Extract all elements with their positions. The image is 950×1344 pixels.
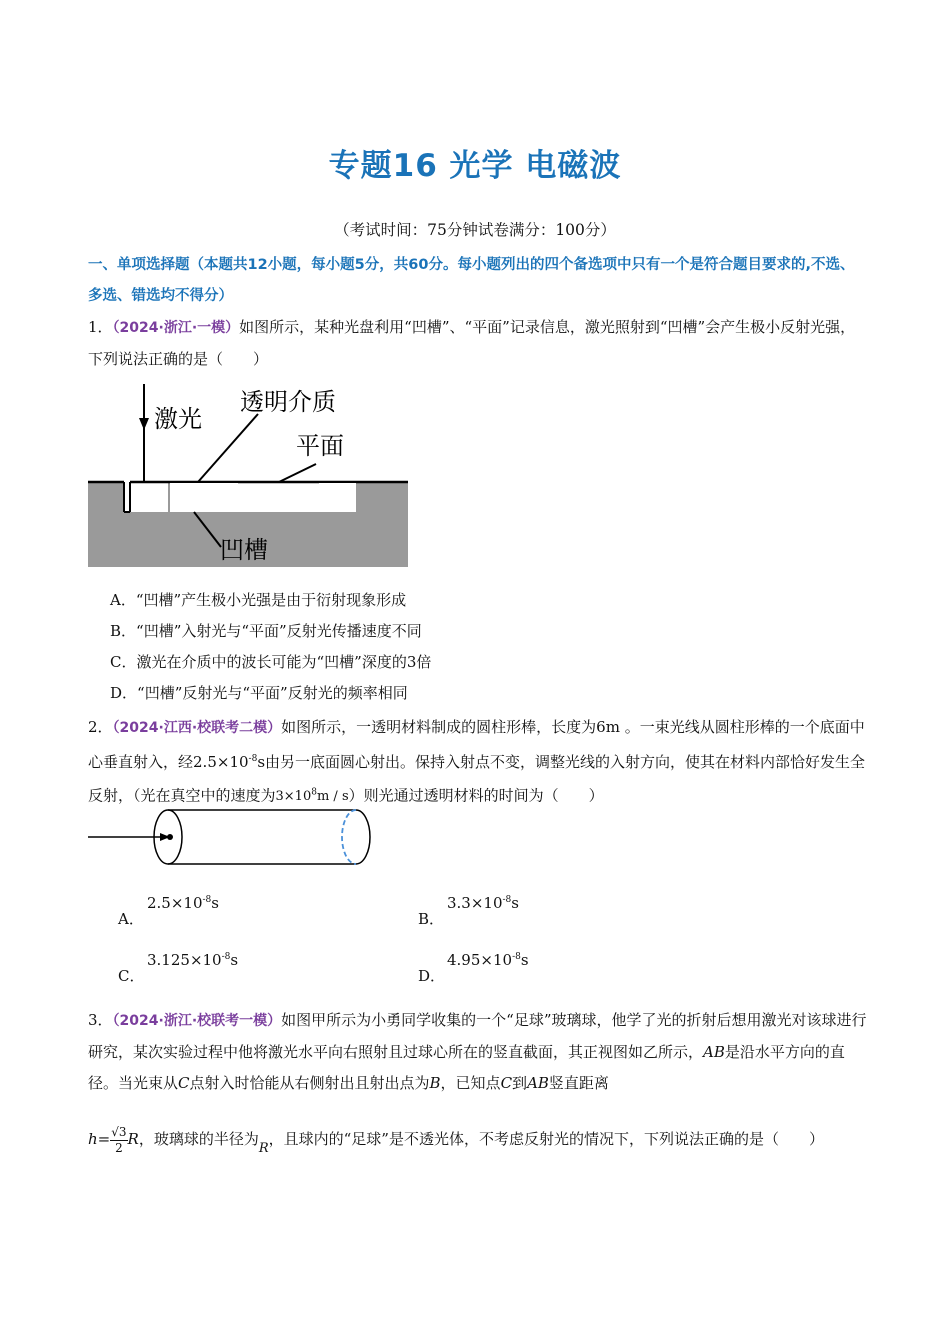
question-text: 如图甲所示为小勇同学收集的一个“足球”玻璃球，他学了光的折射后想用激光对该球进行研究，某次实验过程中他将激光水平向右照射且过球心所在的竖直截面，其正视图如乙所示， [88,1011,867,1061]
symbol-r: R [127,1130,139,1148]
question-text: 由另一底面圆心射出。保持入射点不变，调整光线的入射方向，使其在材料内部恰好发生全反射，（光在真空中的速度为 [88,753,866,805]
question-text: 是沿水平方向的直径。当光束从 [88,1043,845,1092]
question-text: ）则光通过透明材料的时间为（ ） [348,786,604,805]
question-source: （2024·浙江·校联考一模） [112,1013,282,1029]
question-2 [88,712,868,812]
label-medium: 透明介质 [240,388,336,416]
symbol-c: C [500,1074,513,1092]
label-plane: 平面 [296,432,344,460]
q2-option-b[interactable]: $3.3\times 10^{-8}s$ [447,894,519,912]
question-source: （2024·浙江·一模） [112,320,240,336]
question-3-continued [88,1124,868,1156]
leader-line [279,464,316,482]
question-number: 2． [88,718,113,736]
question-text: 竖直距离 [548,1074,609,1092]
leader-line [198,414,258,482]
question-number: 3． [88,1011,113,1029]
question-text: ，已知点 [440,1074,501,1092]
option-b[interactable]: B．“凹槽”入射光与“平面”反射光传播速度不同 [110,622,422,640]
cylinder-diagram [86,806,378,872]
question-number: 1． [88,318,113,336]
q2-option-d[interactable]: $4.95\times 10^{-8}s$ [447,951,529,969]
question-text: ，且球内的“足球”是不透光体，不考虑反射光的情况下，下列说法正确的是（ ） [268,1130,824,1148]
page-title: 专题16 光学 电磁波 [328,148,622,184]
q2-option-a-label: A． [118,910,144,928]
groove [319,483,356,512]
groove [170,483,238,512]
q2-option-b-label: B． [418,910,445,928]
symbol-b: B [429,1074,441,1092]
cylinder-hidden-edge [342,810,356,864]
q2-option-d-label: D． [418,967,446,985]
q2-option-c-label: C． [118,967,145,985]
symbol-ab: AB [527,1074,549,1092]
question-text: 如图所示，一透明材料制成的圆柱形棒，长度为6m 。一束光线从圆柱形棒的一个底面中心垂直射入，经 [88,718,865,771]
question-1 [88,312,868,375]
q2-option-c[interactable]: $3.125\times 10^{-8}s$ [147,951,239,969]
laser-arrow-icon [139,418,149,430]
symbol-h: h [88,1130,98,1148]
formula-time: $2.5\times 10^{-8}s$ [193,753,266,771]
cylinder-right-face [356,810,370,864]
exam-info: （考试时间：75分钟试卷满分：100分） [334,221,616,239]
q2-option-a[interactable]: $2.5\times 10^{-8}s$ [147,894,219,912]
question-text: 到 [512,1074,528,1092]
symbol-c: C [178,1074,190,1092]
label-groove: 凹槽 [220,536,268,564]
optical-disc-diagram [86,382,416,572]
symbol-r: R [258,1141,269,1156]
entry-point [167,834,173,840]
question-text: 如图所示，某种光盘利用“凹槽”、“平面”记录信息，激光照射到“凹槽”会产生极小反射光强，下列说法正确的是（ ） [88,318,856,368]
question-text: 点射入时恰能从右侧射出且射出点为 [189,1074,430,1092]
equals-sign: = [97,1130,111,1148]
question-source: （2024·江西·校联考二模） [112,720,282,736]
question-3 [88,1005,868,1099]
formula-speed: $3\times 10^8m / s$ [275,788,349,805]
section-heading: 一、单项选择题（本题共12小题，每小题5分，共60分。每小题列出的四个备选项中只有一个是符合题目要求的,不选、多选、错选均不得分） [88,257,855,304]
question-text: ，玻璃球的半径为 [138,1130,259,1148]
option-c[interactable]: C．激光在介质中的波长可能为“凹槽”深度的3倍 [110,653,432,671]
option-a[interactable]: A．“凹槽”产生极小光强是由于衍射现象形成 [110,591,407,609]
option-d[interactable]: D．“凹槽”反射光与“平面”反射光的频率相同 [110,684,408,702]
fraction-sqrt3-over-2: $\frac{√3}{2}$ [111,1124,127,1155]
label-laser: 激光 [154,405,202,433]
symbol-ab: AB [703,1043,725,1061]
